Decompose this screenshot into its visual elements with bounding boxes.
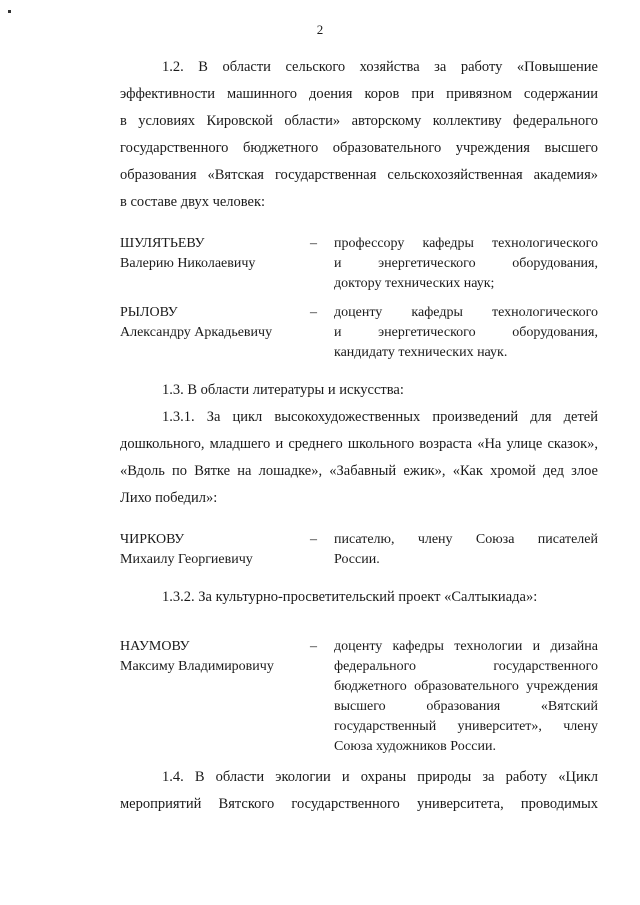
- awardee-description: [334, 303, 598, 363]
- page-number: 2: [316, 22, 324, 37]
- desc-line: высшего образования «Вятский: [334, 699, 598, 714]
- text-line: в условиях Кировской области» авторскому коллективу федерального: [120, 113, 598, 129]
- awardee-surname: НАУМОВУ: [120, 639, 190, 654]
- awardee-given-name: Михаилу Георгиевичу: [120, 552, 253, 567]
- text-line: 1.3.1. За цикл высокохудожественных произведений для детей: [162, 409, 598, 425]
- awardee-name: [120, 303, 320, 343]
- text-line: 1.4. В области экологии и охраны природы за работу «Цикл: [162, 769, 598, 785]
- desc-line: государственный университет», члену: [334, 719, 598, 734]
- awardee-given-name: Валерию Николаевичу: [120, 256, 256, 271]
- awardee-given-name: Максиму Владимировичу: [120, 659, 274, 674]
- text-line: мероприятий Вятского государственного университета, проводимых: [120, 796, 598, 812]
- awardee-description: [334, 637, 598, 757]
- desc-line: и энергетического оборудования,: [334, 325, 598, 340]
- paragraph-1-3-1: [120, 404, 598, 512]
- awardee-dash: –: [310, 236, 317, 251]
- desc-line: бюджетного образовательного учреждения: [334, 679, 598, 694]
- heading-1-3: [120, 377, 598, 404]
- awardee-dash: –: [310, 305, 317, 320]
- text-line: образования «Вятская государственная сельскохозяйственная академия»: [120, 167, 598, 183]
- text-line: в составе двух человек:: [120, 194, 266, 210]
- desc-line: доценту кафедры технологии и дизайна: [334, 639, 598, 654]
- paragraph-1-4: [120, 764, 598, 818]
- desc-line: федерального государственного: [334, 659, 598, 674]
- desc-line: писателю, члену Союза писателей: [334, 532, 598, 547]
- text-line: 1.3.2. За культурно-просветительский проект «Салтыкиада»:: [162, 589, 538, 605]
- desc-line: Союза художников России.: [334, 739, 496, 754]
- desc-line: кандидату технических наук.: [334, 345, 508, 360]
- desc-line: профессору кафедры технологического: [334, 236, 598, 251]
- desc-line: и энергетического оборудования,: [334, 256, 598, 271]
- text-line: Лихо победил»:: [120, 490, 218, 506]
- awardee-surname: ШУЛЯТЬЕВУ: [120, 236, 205, 251]
- awardee-description: [334, 234, 598, 294]
- awardee-name: [120, 637, 320, 677]
- paragraph-1-2: [120, 54, 598, 216]
- awardee-dash: –: [310, 532, 317, 547]
- text-line: эффективности машинного доения коров при привязном содержании: [120, 86, 598, 102]
- awardee-surname: РЫЛОВУ: [120, 305, 178, 320]
- awardee-description: [334, 530, 598, 570]
- awardee-dash: –: [310, 639, 317, 654]
- paragraph-1-3-2: [120, 584, 598, 611]
- desc-line: России.: [334, 552, 380, 567]
- desc-line: доктору технических наук;: [334, 276, 495, 291]
- text-line: государственного бюджетного образовательного учреждения высшего: [120, 140, 598, 156]
- desc-line: доценту кафедры технологического: [334, 305, 598, 320]
- awardee-name: [120, 530, 320, 570]
- awardee-surname: ЧИРКОВУ: [120, 532, 185, 547]
- awardee-name: [120, 234, 320, 274]
- text-line: 1.3. В области литературы и искусства:: [162, 382, 404, 398]
- text-line: 1.2. В области сельского хозяйства за работу «Повышение: [162, 59, 598, 75]
- scan-speck: [8, 10, 11, 13]
- text-line: «Вдоль по Вятке на лошадке», «Забавный ежик», «Как хромой дед злое: [120, 463, 598, 479]
- awardee-given-name: Александру Аркадьевичу: [120, 325, 273, 340]
- text-line: дошкольного, младшего и среднего школьного возраста «На улице сказок»,: [120, 436, 598, 452]
